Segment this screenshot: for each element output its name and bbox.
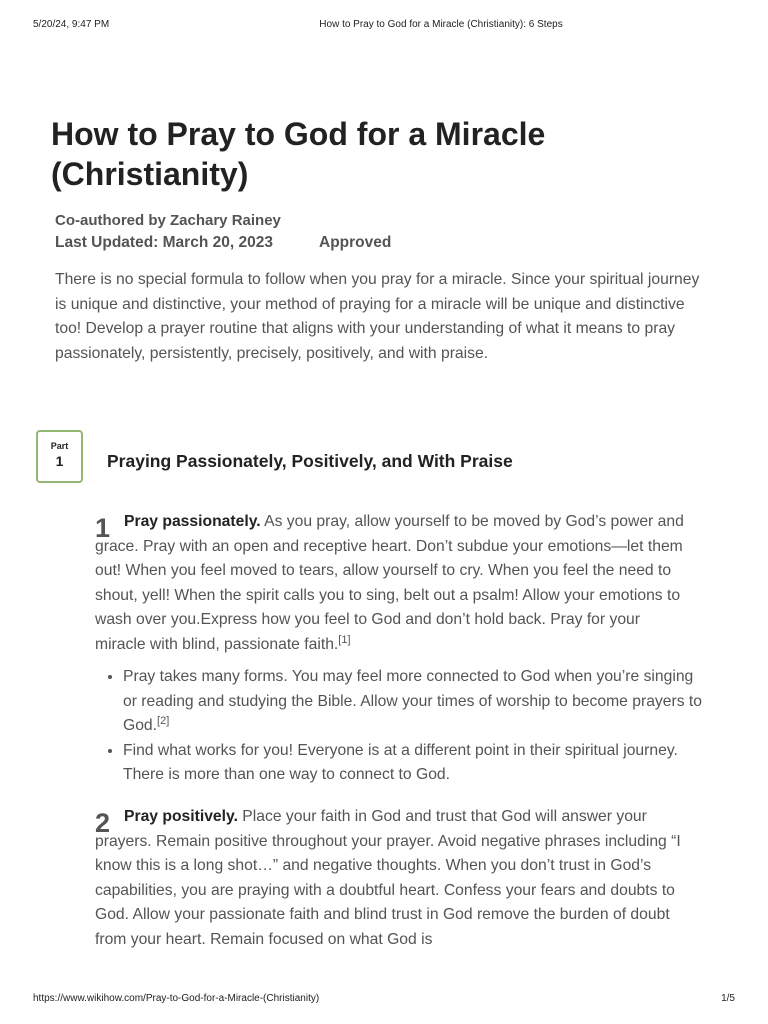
- reference-link[interactable]: [1]: [338, 633, 351, 646]
- part-number: 1: [55, 453, 64, 469]
- coauthor-line[interactable]: Co-authored by Zachary Rainey: [55, 212, 281, 229]
- print-url: https://www.wikihow.com/Pray-to-God-for-a-Miracle-(Christianity): [33, 993, 320, 1004]
- step-body: Place your faith in God and trust that God will answer your prayers. Remain positive throughout your prayer. Avoid negative phrases including “I know this is a long shot…” and negative thoughts. When you don’t trust in God’s capabilities, you are praying with a doubtful heart. Confess your fears and doubts to God. Allow your passionate faith and blind trust in God remove the burden of doubt from your heart. Remain focused on what God is: [95, 808, 681, 948]
- approved-badge: Approved: [319, 234, 392, 251]
- list-item: [123, 665, 708, 739]
- step-text: [95, 805, 685, 952]
- list-item-text: Pray takes many forms. You may feel more connected to God when you’re singing or reading and studying the Bible. Allow your times of worship to become prayers to God.: [123, 668, 702, 734]
- part-badge: [36, 430, 83, 483]
- print-page-number: 1/5: [721, 993, 735, 1004]
- step-number: 1: [95, 513, 111, 543]
- article-title: How to Pray to God for a Miracle (Christianity): [51, 116, 546, 192]
- article-intro: There is no special formula to follow when you pray for a miracle. Since your spiritual journey is unique and distinctive, your method of praying for a miracle will be unique and distinctive too! Develop a prayer routine that aligns with your understanding of what it means to pray passionately, persistently, precisely, positively, and with praise.: [55, 271, 700, 362]
- step-number: 2: [95, 808, 111, 838]
- print-datetime: 5/20/24, 9:47 PM: [33, 19, 110, 30]
- list-item: [123, 739, 708, 788]
- part-title: Praying Passionately, Positively, and With Praise: [107, 451, 513, 471]
- step-text: [95, 510, 685, 657]
- step-tips-list: [95, 665, 708, 788]
- part-label: Part: [50, 441, 69, 451]
- list-item-text: Find what works for you! Everyone is at a different point in their spiritual journey. There is more than one way to connect to God.: [123, 741, 678, 783]
- last-updated: Last Updated: March 20, 2023: [55, 234, 273, 251]
- print-page-title: How to Pray to God for a Miracle (Christianity): 6 Steps: [319, 19, 563, 30]
- step-body: As you pray, allow yourself to be moved by God’s power and grace. Pray with an open and receptive heart. Don’t subdue your emotions—let them out! When you feel moved to tears, allow yourself to cry. When you feel the need to shout, yell! When the spirit calls you to sing, belt out a psalm! Allow your emotions to wash over you.Express how you feel to God and don’t hold back. Pray for your miracle with blind, passionate faith.: [95, 513, 684, 653]
- step-lead: Pray positively.: [124, 808, 238, 825]
- step-lead: Pray passionately.: [124, 513, 261, 530]
- reference-link[interactable]: [2]: [157, 715, 170, 727]
